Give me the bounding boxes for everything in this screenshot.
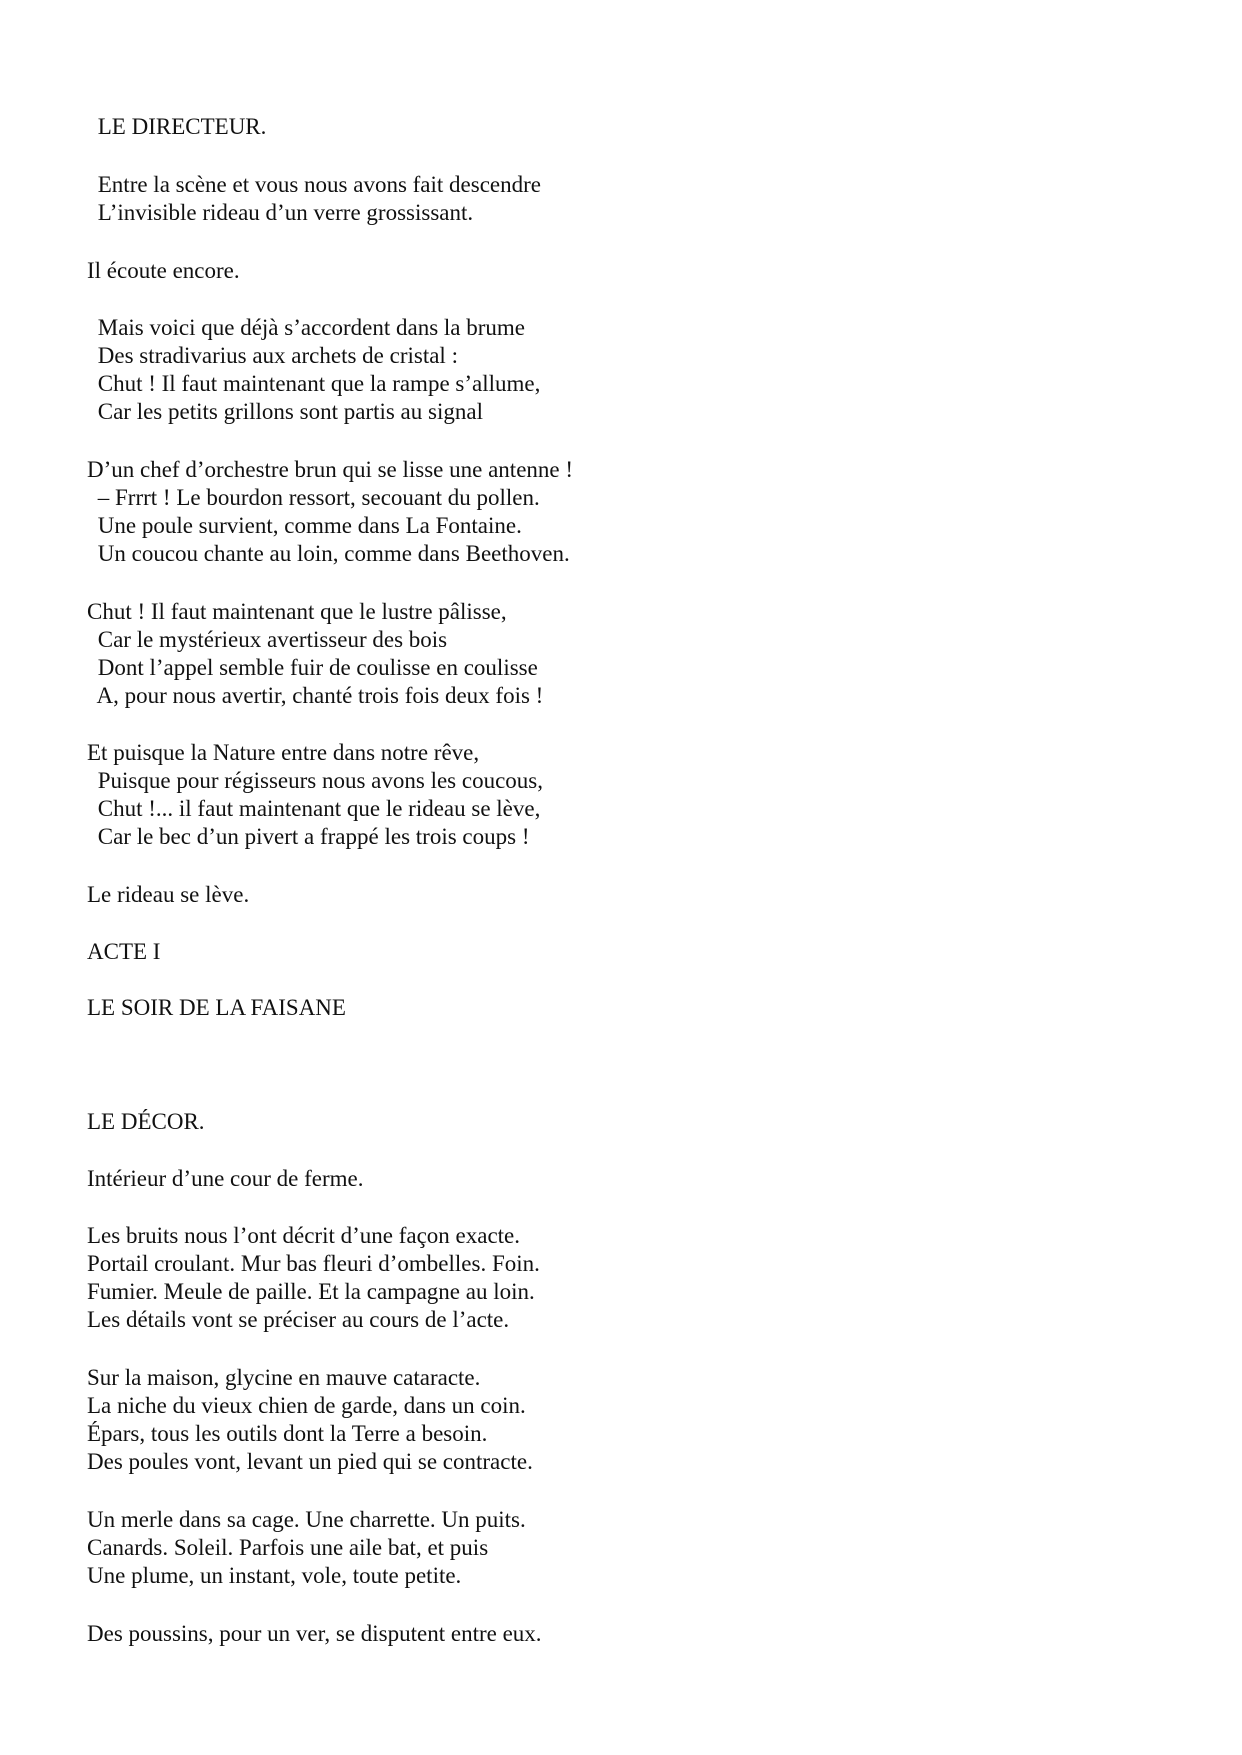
act-heading: ACTE I — [87, 939, 161, 964]
verse-line: Une plume, un instant, vole, toute petite. — [87, 1563, 462, 1588]
verse-line: Portail croulant. Mur bas fleuri d’ombelles. Foin. — [87, 1251, 540, 1276]
verse-line: Car le mystérieux avertisseur des bois — [92, 627, 448, 652]
act-title: LE SOIR DE LA FAISANE — [87, 995, 346, 1020]
verse-line: Un coucou chante au loin, comme dans Beethoven. — [92, 541, 570, 566]
verse-line: Des poussins, pour un ver, se disputent entre eux. — [87, 1621, 542, 1646]
verse-line: Épars, tous les outils dont la Terre a besoin. — [87, 1421, 488, 1446]
verse-line: Une poule survient, comme dans La Fontaine. — [92, 513, 522, 538]
stage-direction: Il écoute encore. — [87, 258, 240, 283]
verse-line: Sur la maison, glycine en mauve cataracte. — [87, 1365, 481, 1390]
stage-direction: Intérieur d’une cour de ferme. — [87, 1166, 364, 1191]
verse-line: La niche du vieux chien de garde, dans un coin. — [87, 1393, 526, 1418]
verse-line: Car les petits grillons sont partis au signal — [92, 399, 483, 424]
verse-line: Canards. Soleil. Parfois une aile bat, et puis — [87, 1535, 489, 1560]
verse-line: L’invisible rideau d’un verre grossissant. — [92, 200, 474, 225]
verse-line: Chut ! Il faut maintenant que le lustre pâlisse, — [87, 599, 507, 624]
verse-line: Fumier. Meule de paille. Et la campagne au loin. — [87, 1279, 535, 1304]
verse-line: Chut ! Il faut maintenant que la rampe s’allume, — [92, 371, 541, 396]
verse-line: Des stradivarius aux archets de cristal : — [92, 343, 458, 368]
verse-line: A, pour nous avertir, chanté trois fois deux fois ! — [92, 683, 544, 708]
speaker-heading: LE DIRECTEUR. — [92, 114, 267, 139]
verse-line: Un merle dans sa cage. Une charrette. Un puits. — [87, 1507, 526, 1532]
verse-line: Chut !... il faut maintenant que le rideau se lève, — [92, 796, 541, 821]
verse-line: Dont l’appel semble fuir de coulisse en coulisse — [92, 655, 538, 680]
verse-line: Les bruits nous l’ont décrit d’une façon exacte. — [87, 1223, 521, 1248]
verse-line: – Frrrt ! Le bourdon ressort, secouant du pollen. — [92, 485, 540, 510]
verse-line: Puisque pour régisseurs nous avons les coucous, — [92, 768, 544, 793]
verse-line: Et puisque la Nature entre dans notre rêve, — [87, 740, 480, 765]
decor-heading: LE DÉCOR. — [87, 1109, 205, 1134]
verse-line: Les détails vont se préciser au cours de l’acte. — [87, 1307, 510, 1332]
verse-line: D’un chef d’orchestre brun qui se lisse une antenne ! — [87, 457, 574, 482]
verse-line: Entre la scène et vous nous avons fait descendre — [92, 172, 541, 197]
verse-line: Car le bec d’un pivert a frappé les trois coups ! — [92, 824, 530, 849]
verse-line: Des poules vont, levant un pied qui se contracte. — [87, 1449, 533, 1474]
verse-line: Mais voici que déjà s’accordent dans la brume — [92, 315, 526, 340]
stage-direction: Le rideau se lève. — [87, 882, 250, 907]
